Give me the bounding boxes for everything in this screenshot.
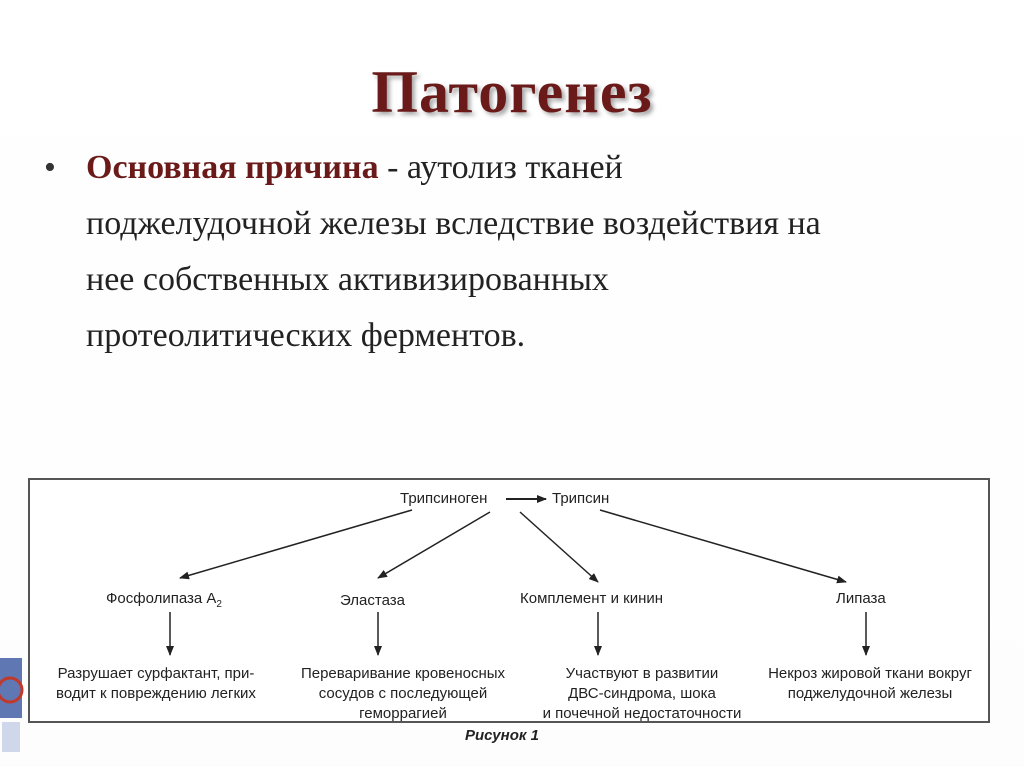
- effect-lipase: [752, 664, 988, 704]
- effect-line: геморрагией: [359, 705, 447, 722]
- effect-line: Участвуют в развитии: [565, 665, 719, 682]
- logo-emblem-icon: [0, 650, 26, 760]
- arrow-to-lipase: [600, 510, 846, 582]
- slide-title: Патогенез: [371, 59, 653, 125]
- node-lipase: Липаза: [836, 590, 886, 607]
- bullet-term: Основная причина: [86, 149, 379, 186]
- node-trypsinogen: Трипсиноген: [400, 490, 488, 507]
- node-elastase: Эластаза: [340, 592, 405, 609]
- effect-complement: [522, 664, 762, 724]
- effect-line: Переваривание кровеносных: [300, 665, 506, 682]
- node-phospholipase-label: Фосфолипаза A: [106, 590, 217, 607]
- arrow-to-complement: [520, 512, 598, 582]
- bullet-dot-icon: •: [44, 149, 56, 186]
- effect-phospholipase: [38, 664, 274, 704]
- figure-caption: Рисунок 1: [465, 727, 539, 744]
- node-complement: Комплемент и кинин: [520, 590, 664, 607]
- effect-line: Некроз жировой ткани вокруг: [768, 665, 972, 682]
- bullet-description: - аутолиз тканей поджелудочной железы вследствие воздействия на нее собственных активизированных протеолитических ферментов.: [86, 149, 821, 354]
- effect-line: сосудов с последующей: [318, 685, 488, 702]
- effect-line: Разрушает сурфактант, при-: [57, 665, 255, 682]
- node-trypsin: Трипсин: [552, 490, 610, 507]
- node-phospholipase: [106, 590, 222, 610]
- effect-elastase: [283, 664, 523, 724]
- effect-line: водит к повреждению легких: [56, 685, 256, 702]
- effect-line: ДВС-синдрома, шока: [568, 685, 716, 702]
- arrow-to-phospholipase: [180, 510, 412, 578]
- node-phospholipase-subscript: 2: [216, 599, 222, 610]
- effect-line: и почечной недостаточности: [542, 705, 742, 722]
- effect-line: поджелудочной железы: [787, 685, 953, 702]
- arrow-to-elastase: [378, 512, 490, 578]
